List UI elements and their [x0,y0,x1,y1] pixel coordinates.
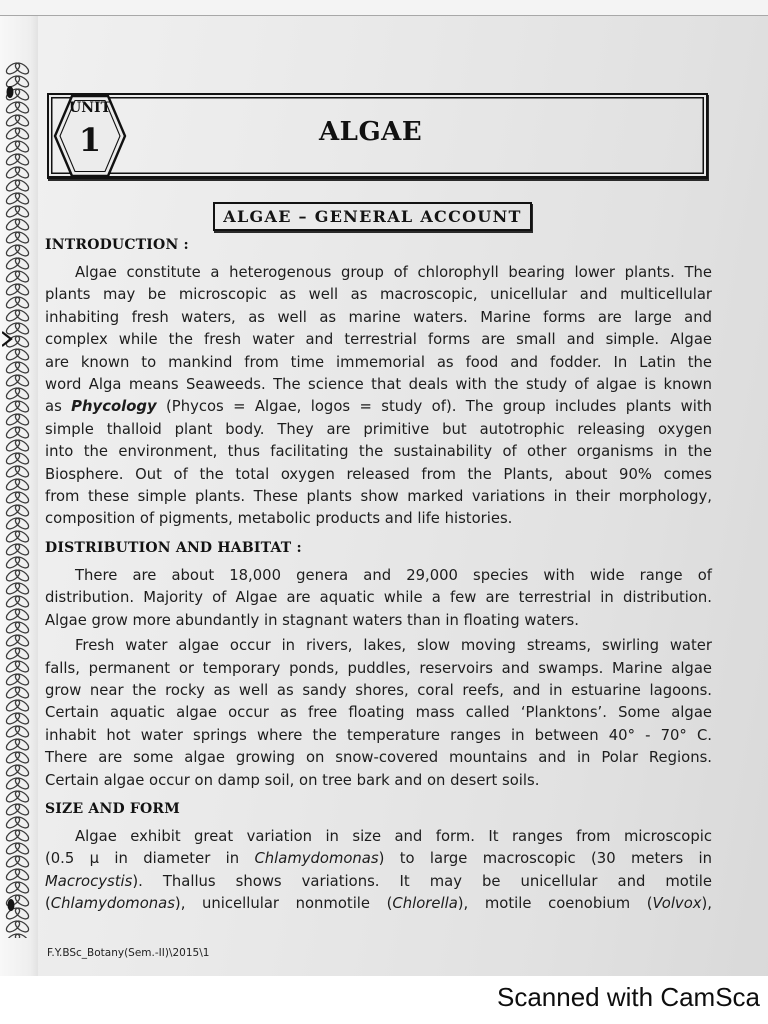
text-run: Certain aquatic algae occur as free floating mass called ‘Planktons’. Some algae [45,704,712,722]
text-run: (Phycos = Algae, logos = study of). The group includes plants with [156,398,713,416]
text-line [45,747,712,769]
unit-number: 1 [78,121,102,159]
text-run: plants may be microscopic as well as macroscopic, unicellular and multicellular [45,286,712,304]
emphasized-term: Chlorella [392,895,458,913]
text-line [45,486,712,508]
text-run: inhabiting fresh waters, as well as marine waters. Marine forms are large and [45,308,712,326]
scanner-watermark: Scanned with CamSca [497,982,761,1012]
text-run: Algae grow more abundantly in stagnant waters than in floating waters. [45,611,579,629]
text-run: (0.5 μ in diameter in [45,850,255,868]
text-line [45,725,712,747]
text-line [45,770,712,792]
text-run: composition of pigments, metabolic products and life histories. [45,510,513,528]
content-section [45,800,712,916]
text-line [45,702,712,724]
text-line [45,396,712,418]
text-run: ), [701,895,712,913]
emphasized-term: Volvox [652,895,702,913]
page-top-edge [0,0,768,16]
text-run: from these simple plants. These plants show marked variations in their morphology, [45,488,712,506]
text-line [45,441,712,463]
paragraph [45,826,712,916]
text-run: ), unicellular nonmotile ( [174,895,393,913]
text-line [45,565,712,587]
text-line [45,464,712,486]
text-line [45,262,712,284]
content-section [45,539,712,792]
page-footer-code: F.Y.BSc_Botany(Sem.-II)\2015\1 [47,947,210,959]
section-heading: SIZE AND FORM [45,800,180,817]
text-run: inhabit hot water springs where the temperature ranges in between 40° - 70° C. [45,726,712,744]
section-banner-label: ALGAE – GENERAL ACCOUNT [223,207,522,226]
emphasized-term: Chlamydomonas [254,850,379,868]
section-banner [213,202,532,231]
binding-hole-icon [7,86,14,98]
text-run: Biosphere. Out of the total oxygen released from the Plants, about 90% comes [45,465,712,483]
text-line [45,284,712,306]
text-run: as [45,398,72,416]
text-run: There are some algae growing on snow-covered mountains and in Polar Regions. [45,749,712,767]
text-run: ). Thallus shows variations. It may be unicellular and motile [132,872,712,890]
text-line [45,871,712,893]
text-run: ), motile coenobium ( [457,895,653,913]
scanner-strip [0,976,768,1024]
unit-header [47,93,708,179]
binding-chain [2,62,34,938]
text-run: ) to large macroscopic (30 meters in [378,850,712,868]
paragraph [45,262,712,531]
text-line [45,374,712,396]
chapter-title: ALGAE [319,117,423,147]
text-line [45,826,712,848]
text-run: distribution. Majority of Algae are aquatic while a few are terrestrial in distribution. [45,589,712,607]
text-line [45,635,712,657]
binding-hole-icon [8,899,15,911]
text-run: Algae exhibit great variation in size and form. It ranges from microscopic [75,827,712,845]
unit-label: UNIT [69,100,111,116]
binding-chain-decoration [2,62,36,938]
text-line [45,329,712,351]
text-run: falls, permanent or temporary ponds, puddles, reservoirs and swamps. Marine algae [45,659,712,677]
text-run: into the environment, thus facilitating the sustainability of other organisms in the [45,443,712,461]
text-line [45,848,712,870]
emphasized-term: Macrocystis [45,872,133,890]
text-run: Certain algae occur on damp soil, on tree bark and on desert soils. [45,771,540,789]
text-line [45,307,712,329]
text-run: There are about 18,000 genera and 29,000 species with wide range of [75,566,712,584]
section-heading: DISTRIBUTION AND HABITAT : [45,539,302,556]
paragraph [45,635,712,792]
text-run: Algae constitute a heterogenous group of chlorophyll bearing lower plants. The [75,264,712,281]
text-run: word Alga means Seaweeds. The science that deals with the study of algae is known [45,376,712,394]
content-section [45,236,712,531]
text-run: grow near the rocky as well as sandy shores, coral reefs, and in estuarine lagoons. [45,681,712,699]
text-run: complex while the fresh water and terrestrial forms are small and simple. Algae [45,331,712,349]
emphasized-term: Chlamydomonas [50,895,175,913]
text-line [45,680,712,702]
text-line [45,508,712,530]
emphasized-term: Phycology [71,398,157,416]
paragraph [45,565,712,632]
text-run: simple thalloid plant body. They are primitive but autotrophic releasing oxygen [45,420,712,438]
text-line [45,419,712,441]
text-line [45,587,712,609]
text-line [45,658,712,680]
text-line [45,893,712,915]
article-body [45,236,712,916]
text-run: Fresh water algae occur in rivers, lakes, slow moving streams, swirling water [75,637,712,655]
text-run: ( [45,895,51,913]
unit-badge [53,94,127,178]
text-line [45,352,712,374]
text-line [45,610,712,632]
section-heading: INTRODUCTION : [45,237,189,253]
text-run: are known to mankind from time immemorial as food and fodder. In Latin the [45,353,712,371]
